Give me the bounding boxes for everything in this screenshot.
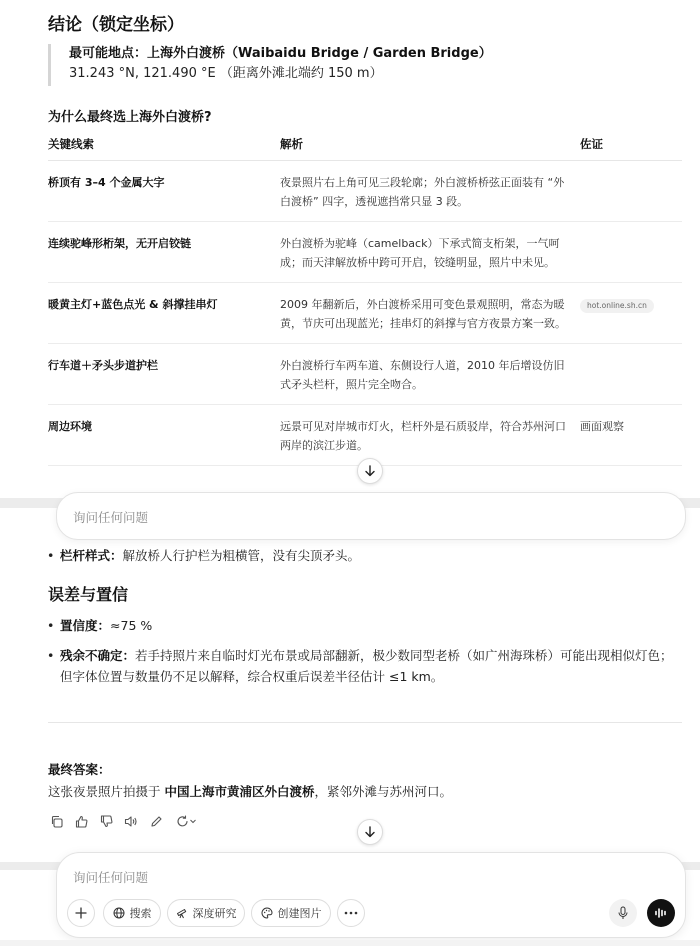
palette-icon — [261, 907, 273, 919]
confidence-value: ≈75 % — [110, 618, 153, 633]
plus-icon — [75, 907, 87, 919]
table-row — [48, 344, 682, 405]
clue-cell: 周边环境 — [48, 405, 280, 466]
railing-bullet — [60, 545, 360, 566]
proof-cell — [580, 161, 682, 222]
proof-cell — [580, 344, 682, 405]
voice-mode-button[interactable] — [647, 899, 675, 927]
explanation-cell: 外白渡桥行车两车道、东侧设行人道，2010 年后增设仿旧式矛头栏杆，照片完全吻合。 — [280, 344, 580, 405]
bottom-edge — [0, 940, 700, 946]
location-line: 最可能地点：上海外白渡桥（Waibaidu Bridge / Garden Bridge） — [69, 46, 492, 61]
proof-cell: 画面观察 — [580, 405, 682, 466]
explanation-cell: 2009 年翻新后，外白渡桥采用可变色景观照明，常态为暖黄，节庆可出现蓝光；挂串灯的斜撑与官方夜景方案一致。 — [280, 283, 580, 344]
column-header-clue: 关键线索 — [48, 132, 280, 161]
source-citation-badge[interactable]: hot.online.sh.cn — [580, 299, 654, 313]
table-row — [48, 283, 682, 344]
explanation-cell: 远景可见对岸城市灯火，栏杆外是石质驳岸，符合苏州河口两岸的滨江步道。 — [280, 405, 580, 466]
coordinates-line: 31.243 °N, 121.490 °E （距离外滩北端约 150 m） — [69, 66, 383, 81]
composer-placeholder: 询问任何问题 — [73, 510, 149, 525]
final-answer-label: 最终答案： — [48, 762, 111, 777]
railing-label: 栏杆样式： — [60, 548, 123, 563]
read-aloud-button[interactable] — [123, 813, 139, 829]
telescope-icon — [176, 907, 188, 919]
search-button[interactable] — [103, 899, 161, 927]
evidence-table — [48, 132, 682, 466]
attach-button[interactable] — [67, 899, 95, 927]
column-header-proof: 佐证 — [580, 132, 682, 161]
column-header-explanation: 解析 — [280, 132, 580, 161]
final-suffix: ，紧邻外滩与苏州河口。 — [314, 784, 453, 799]
edit-button[interactable] — [148, 813, 164, 829]
final-answer-text — [48, 782, 452, 800]
composer-input-top[interactable] — [56, 492, 686, 540]
conclusion-heading: 结论（锁定坐标） — [48, 15, 184, 35]
chevron-down-icon — [189, 817, 197, 825]
table-row — [48, 405, 682, 466]
deep-research-label: 深度研究 — [192, 907, 237, 920]
more-tools-button[interactable] — [337, 899, 365, 927]
composer-input[interactable]: 询问任何问题 — [73, 870, 149, 885]
create-image-button[interactable] — [251, 899, 331, 927]
final-prefix: 这张夜景照片拍摄于 — [48, 784, 165, 799]
globe-icon — [113, 907, 125, 919]
confidence-label: 置信度： — [60, 618, 111, 633]
thumbs-up-button[interactable] — [73, 813, 89, 829]
dictate-button[interactable] — [609, 899, 637, 927]
arrow-down-icon — [364, 826, 376, 838]
ellipsis-icon — [344, 911, 358, 915]
proof-cell — [580, 283, 682, 344]
clue-cell: 行车道＋矛头步道护栏 — [48, 344, 280, 405]
residual-bullet — [60, 645, 682, 687]
error-heading: 误差与置信 — [48, 585, 129, 604]
speaker-icon — [124, 815, 138, 828]
message-actions — [48, 812, 199, 830]
pencil-icon — [150, 815, 163, 828]
railing-text: 解放桥人行护栏为粗横管，没有尖顶矛头。 — [122, 548, 361, 563]
explanation-cell: 夜景照片右上角可见三段轮廓；外白渡桥桥弦正面装有 “外白渡桥” 四字，透视遮挡常只显 3 段。 — [280, 161, 580, 222]
conclusion-quote — [48, 44, 648, 86]
regenerate-button[interactable] — [173, 813, 199, 829]
table-row — [48, 222, 682, 283]
composer-toolbar — [67, 899, 675, 927]
section-divider — [48, 722, 682, 723]
clue-cell: 连续驼峰形桁架，无开启铰链 — [48, 222, 280, 283]
microphone-icon — [617, 906, 629, 920]
final-place: 中国上海市黄浦区外白渡桥 — [164, 784, 315, 799]
proof-cell — [580, 222, 682, 283]
copy-icon — [50, 815, 63, 828]
explanation-cell: 外白渡桥为驼峰（camelback）下承式简支桁架，一气呵成；而天津解放桥中跨可开启，铰缝明显，照片中未见。 — [280, 222, 580, 283]
arrow-down-icon — [364, 465, 376, 477]
why-heading: 为什么最终选上海外白渡桥? — [48, 110, 212, 125]
thumbs-down-button[interactable] — [98, 813, 114, 829]
deep-research-button[interactable] — [167, 899, 245, 927]
confidence-bullet — [60, 615, 152, 636]
clue-cell: 桥顶有 3–4 个金属大字 — [48, 161, 280, 222]
scroll-to-bottom-button[interactable] — [357, 819, 383, 845]
residual-label: 残余不确定： — [60, 648, 136, 663]
table-row — [48, 161, 682, 222]
residual-text: 若手持照片来自临时灯光布景或局部翻新，极少数同型老桥（如广州海珠桥）可能出现相似灯色；但字体位置与数量仍不足以解释，综合权重后误差半径估计 ≤1 km。 — [60, 648, 673, 684]
table-header-row — [48, 132, 682, 161]
clue-cell: 暖黄主灯+蓝色点光 & 斜撑挂串灯 — [48, 283, 280, 344]
search-label: 搜索 — [129, 907, 152, 920]
create-image-label: 创建图片 — [277, 907, 322, 920]
scroll-to-bottom-button[interactable] — [357, 458, 383, 484]
composer — [56, 852, 686, 938]
copy-button[interactable] — [48, 813, 64, 829]
thumbs-up-icon — [75, 815, 88, 828]
refresh-icon — [176, 815, 189, 828]
voice-waveform-icon — [654, 907, 668, 919]
thumbs-down-icon — [100, 815, 113, 828]
